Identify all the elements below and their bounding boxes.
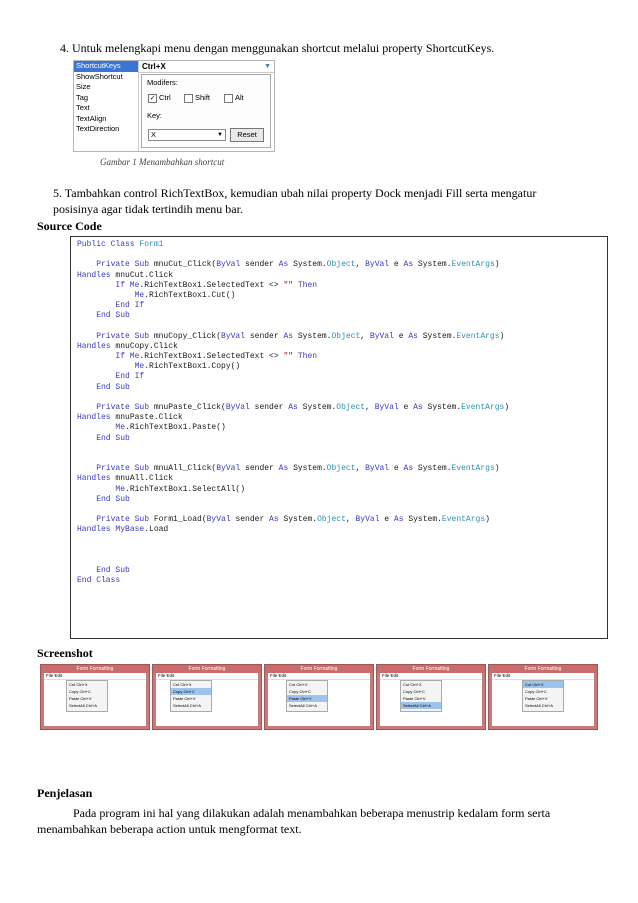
property-tag[interactable]: Tag	[76, 92, 89, 102]
code-token: .RichTextBox1.Paste()	[125, 423, 226, 433]
menu-item[interactable]: Cut Ctrl+X	[289, 682, 308, 687]
code-token: e	[389, 464, 404, 474]
code-token: ByVal	[355, 515, 380, 525]
menu-bar[interactable]: File Edit	[492, 673, 594, 680]
code-token: Private Sub	[96, 260, 150, 270]
code-token: EventArgs	[451, 260, 495, 270]
code-token	[77, 311, 96, 320]
code-line	[77, 423, 601, 433]
code-token: EventArgs	[461, 403, 505, 412]
code-token: .RichTextBox1.SelectedText <>	[139, 352, 284, 362]
menu-item[interactable]: Copy Ctrl+C	[171, 688, 211, 695]
code-line	[77, 505, 601, 515]
code-token: )	[485, 515, 490, 525]
code-line	[77, 352, 601, 362]
code-token: As	[393, 515, 404, 525]
window-title: Form Formatting	[377, 665, 485, 673]
code-token: ,	[355, 464, 366, 474]
property-text[interactable]: Text	[76, 103, 90, 112]
code-token: ByVal	[365, 260, 390, 270]
menu-item[interactable]: SelectAll Ctrl+A	[525, 703, 553, 708]
code-token	[77, 291, 135, 300]
code-token: sender	[240, 464, 279, 474]
menu-item[interactable]: Paste Ctrl+V	[525, 696, 548, 701]
code-token: ByVal	[216, 464, 241, 474]
code-token: ByVal	[365, 464, 390, 474]
code-line	[77, 240, 601, 250]
menu-item[interactable]: Copy Ctrl+C	[525, 689, 547, 694]
code-token: As	[278, 464, 289, 474]
code-token: End Sub	[96, 433, 130, 443]
code-token: mnuCopy_Click(	[149, 331, 222, 341]
code-token: End Sub	[96, 311, 130, 321]
code-token: Object	[326, 464, 356, 474]
code-token: End Sub	[96, 566, 130, 575]
code-token: Object	[331, 331, 361, 341]
menu-item[interactable]: SelectAll Ctrl+A	[289, 703, 317, 708]
code-token: Handles	[77, 474, 111, 484]
code-block	[70, 236, 608, 639]
code-token: e	[389, 260, 404, 270]
code-token: As	[269, 515, 279, 525]
code-line	[77, 332, 601, 342]
code-token: mnuCopy.Click	[110, 341, 178, 351]
code-token: mnuPaste_Click(	[149, 403, 226, 412]
code-line	[77, 515, 601, 525]
code-token	[77, 434, 96, 443]
code-token	[77, 332, 96, 341]
step-5-line-1: 5. Tambahkan control RichTextBox, kemudian ubah nilai property Dock menjadi Fill serta mengatur	[53, 186, 537, 200]
property-showshortcut[interactable]: ShowShortcut	[76, 71, 123, 81]
code-token: Handles	[77, 270, 111, 280]
code-token	[77, 515, 96, 524]
code-token: )	[494, 464, 500, 474]
penjelasan-line-1: Pada program ini hal yang dilakukan adalah menambahkan beberapa menustrip kedalam form serta	[73, 806, 551, 820]
step-4-text: 4. Untuk melengkapi menu dengan menggunakan shortcut melalui property ShortcutKeys.	[60, 41, 495, 55]
window-client	[268, 673, 370, 726]
menu-item[interactable]: Paste Ctrl+V	[173, 696, 196, 701]
menu-item[interactable]: SelectAll Ctrl+A	[173, 703, 201, 708]
code-token: Object	[336, 403, 366, 412]
code-token: )	[504, 403, 510, 412]
code-token: ByVal	[369, 331, 394, 341]
code-token	[77, 352, 115, 361]
code-token: mnuAll_Click(	[149, 464, 217, 474]
code-token: ""	[283, 352, 294, 362]
code-token: Form1_Load(	[149, 515, 207, 525]
key-label: Key:	[147, 111, 163, 120]
window-client	[156, 673, 258, 726]
code-token: ,	[365, 403, 375, 412]
shift-checkbox[interactable]	[184, 93, 210, 103]
key-select[interactable]	[148, 129, 226, 141]
code-line	[77, 444, 601, 454]
code-token: Handles	[77, 341, 111, 351]
window-client	[380, 673, 482, 726]
code-line	[77, 260, 601, 270]
code-token: sender	[249, 403, 289, 412]
code-token	[77, 495, 96, 504]
code-line	[77, 556, 601, 566]
code-token: e	[398, 403, 414, 412]
window-title: Form Formatting	[41, 665, 149, 673]
code-token: End Class	[77, 576, 121, 586]
code-line	[77, 311, 601, 321]
code-token: mnuCut.Click	[110, 270, 174, 280]
code-line	[77, 271, 601, 281]
menu-item[interactable]: Cut Ctrl+X	[523, 681, 563, 688]
code-line	[77, 566, 601, 576]
property-size[interactable]: Size	[76, 82, 91, 91]
screenshot-thumbnail	[264, 664, 374, 730]
code-token: System.	[413, 464, 452, 474]
code-line	[77, 454, 601, 464]
code-token: Then	[293, 352, 318, 362]
edit-menu-dropdown	[66, 680, 108, 712]
penjelasan-heading: Penjelasan	[37, 786, 93, 800]
menu-item[interactable]: Cut Ctrl+X	[69, 682, 88, 687]
ctrl-checkbox[interactable]	[148, 93, 171, 103]
code-token: End If	[115, 301, 145, 311]
source-code-heading: Source Code	[37, 219, 102, 233]
code-token: ByVal	[374, 403, 399, 412]
code-token: ,	[360, 331, 370, 341]
shortcut-keys-figure	[73, 60, 275, 152]
code-line	[77, 372, 601, 382]
code-token	[77, 372, 115, 381]
code-line	[77, 464, 601, 474]
code-token: Private Sub	[96, 403, 150, 412]
code-token: .RichTextBox1.Cut()	[144, 290, 236, 300]
key-select-value: X	[151, 130, 157, 139]
code-token: EventArgs	[451, 464, 495, 474]
shift-label: Shift	[195, 93, 211, 102]
menu-bar[interactable]: File Edit	[380, 673, 482, 680]
code-token: ByVal	[216, 260, 241, 270]
code-token: .RichTextBox1.Copy()	[144, 362, 241, 372]
code-token: Handles	[77, 413, 111, 423]
code-token: As	[283, 331, 294, 341]
menu-item[interactable]: Paste Ctrl+V	[287, 695, 327, 702]
code-token: End If	[115, 372, 145, 382]
code-token: .RichTextBox1.SelectedText <>	[139, 280, 284, 290]
code-token: End Sub	[96, 382, 130, 392]
code-token	[77, 281, 115, 290]
window-client	[44, 673, 146, 726]
code-token: e	[393, 331, 409, 341]
code-token: mnuAll.Click	[110, 474, 174, 484]
code-line	[77, 495, 601, 505]
code-line	[77, 383, 601, 393]
code-token: mnuCut_Click(	[149, 260, 217, 270]
code-token	[77, 260, 96, 269]
code-token: System.	[403, 515, 442, 525]
shortcut-value-text: Ctrl+X	[142, 62, 166, 71]
menu-bar[interactable]: File Edit	[44, 673, 146, 680]
screenshot-thumbnail	[376, 664, 486, 730]
code-token	[77, 362, 135, 371]
code-line	[77, 525, 601, 535]
code-token: System.	[417, 331, 457, 341]
menu-item[interactable]: Paste Ctrl+V	[403, 696, 426, 701]
code-token: ,	[355, 260, 366, 270]
code-line	[77, 301, 601, 311]
code-token: MyBase	[110, 525, 145, 535]
code-token: sender	[230, 515, 270, 525]
code-token: Object	[317, 515, 346, 525]
code-token	[77, 423, 115, 432]
menu-bar[interactable]: File Edit	[156, 673, 258, 680]
code-line	[77, 474, 601, 484]
code-line	[77, 250, 601, 260]
code-token: Me	[115, 423, 126, 433]
code-token: End Sub	[96, 494, 130, 504]
code-token: System.	[422, 403, 462, 412]
code-token: Form1	[139, 240, 164, 249]
shortcut-value[interactable]	[139, 61, 274, 73]
code-token	[77, 301, 115, 310]
code-token: Me	[134, 362, 145, 372]
code-token: ByVal	[225, 403, 250, 412]
step-5-line-2: posisinya agar tidak tertindih menu bar.	[53, 202, 243, 216]
code-token: If Me	[115, 352, 140, 362]
figure-caption: Gambar 1 Menambahkan shortcut	[100, 157, 225, 167]
reset-button[interactable]: Reset	[230, 128, 264, 142]
code-token: System.	[278, 515, 318, 525]
penjelasan-line-2: menambahkan beberapa action untuk mengformat text.	[37, 822, 302, 836]
code-token: ""	[283, 280, 294, 290]
code-token: Public Class	[77, 240, 140, 249]
code-token: sender	[240, 260, 279, 270]
ctrl-label: Ctrl	[159, 93, 171, 102]
code-token: )	[499, 331, 505, 341]
code-token: ,	[345, 515, 356, 525]
checkmark-icon: ✓	[149, 94, 156, 102]
code-token: mnuPaste.Click	[110, 413, 183, 423]
modifiers-label: Modifers:	[147, 78, 178, 87]
code-token: Private Sub	[96, 331, 150, 341]
code-token: System.	[288, 260, 327, 270]
code-token: As	[288, 403, 298, 412]
code-line	[77, 342, 601, 352]
menu-item[interactable]: Copy Ctrl+C	[69, 689, 91, 694]
code-token	[77, 403, 96, 412]
code-line	[77, 291, 601, 301]
code-line	[77, 403, 601, 413]
code-line	[77, 393, 601, 403]
code-token: Me	[115, 484, 126, 494]
menu-item[interactable]: Copy Ctrl+C	[403, 689, 425, 694]
menu-item[interactable]: Paste Ctrl+V	[69, 696, 92, 701]
code-token: )	[494, 260, 500, 270]
menu-item[interactable]: Cut Ctrl+X	[173, 682, 192, 687]
code-line	[77, 413, 601, 423]
chevron-down-icon: ▼	[217, 132, 223, 138]
code-line	[77, 576, 601, 586]
code-token: If Me	[115, 280, 140, 290]
property-textalign[interactable]: TextAlign	[76, 113, 107, 123]
screenshot-thumbnail	[488, 664, 598, 730]
code-token: .RichTextBox1.SelectAll()	[125, 484, 246, 494]
code-token: Private Sub	[96, 515, 150, 525]
menu-item[interactable]: SelectAll Ctrl+A	[401, 702, 441, 709]
shortcut-editor-popup	[141, 74, 271, 148]
screenshot-thumbnail	[40, 664, 150, 730]
alt-checkbox[interactable]	[224, 93, 244, 103]
code-token: As	[413, 403, 423, 412]
checkbox-empty-icon	[184, 94, 193, 103]
code-token: System.	[413, 260, 452, 270]
code-line	[77, 362, 601, 372]
code-token: EventArgs	[441, 515, 486, 525]
code-token	[77, 566, 96, 575]
property-textdirection[interactable]: TextDirection	[76, 124, 120, 133]
menu-item[interactable]: Cut Ctrl+X	[403, 682, 422, 687]
code-line	[77, 322, 601, 332]
code-token: As	[408, 331, 418, 341]
code-token: As	[403, 464, 414, 474]
window-title: Form Formatting	[489, 665, 597, 673]
code-line	[77, 535, 601, 545]
code-token	[77, 383, 96, 392]
menu-item[interactable]: SelectAll Ctrl+A	[69, 703, 97, 708]
checkbox-empty-icon	[224, 94, 233, 103]
code-token: As	[278, 260, 289, 270]
code-token: sender	[245, 331, 284, 341]
code-token: System.	[288, 464, 327, 474]
code-token: Me	[134, 290, 145, 300]
code-token: EventArgs	[456, 331, 500, 341]
window-client	[492, 673, 594, 726]
menu-bar[interactable]: File Edit	[268, 673, 370, 680]
code-line	[77, 546, 601, 556]
edit-menu-dropdown	[400, 680, 442, 712]
code-token: Handles	[77, 525, 111, 535]
code-line	[77, 485, 601, 495]
edit-menu-dropdown	[170, 680, 212, 712]
screenshot-thumbnail	[152, 664, 262, 730]
code-token: As	[403, 260, 414, 270]
property-list	[74, 61, 139, 151]
screenshot-heading: Screenshot	[37, 646, 93, 660]
edit-menu-dropdown	[286, 680, 328, 712]
alt-label: Alt	[235, 93, 244, 102]
code-token: .Load	[144, 525, 169, 535]
window-title: Form Formatting	[153, 665, 261, 673]
property-shortcutkeys[interactable]: ShortcutKeys	[74, 61, 138, 72]
menu-item[interactable]: Copy Ctrl+C	[289, 689, 311, 694]
code-token: e	[379, 515, 394, 525]
code-token: ByVal	[206, 515, 231, 525]
code-token: ByVal	[221, 331, 246, 341]
window-title: Form Formatting	[265, 665, 373, 673]
chevron-down-icon[interactable]: ▼	[264, 63, 271, 70]
code-token	[77, 464, 96, 473]
code-line	[77, 434, 601, 444]
code-token	[77, 485, 115, 494]
edit-menu-dropdown	[522, 680, 564, 712]
code-token: System.	[293, 331, 332, 341]
code-token: Object	[326, 260, 356, 270]
code-token: Private Sub	[96, 464, 150, 474]
code-line	[77, 281, 601, 291]
code-token: Then	[293, 280, 318, 290]
code-token: System.	[297, 403, 337, 412]
